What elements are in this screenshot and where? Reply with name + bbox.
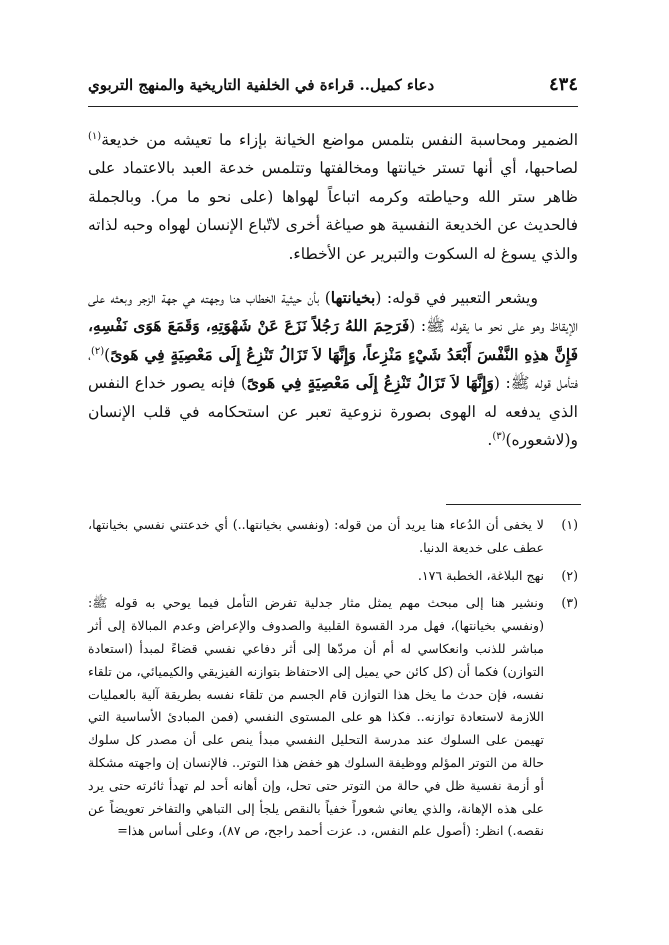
hadith-quote: وَإِنَّهَا لاَ تَزَالُ تَنْزِعُ إِلَى مَعْصِيَةٍ فِي هَوىً bbox=[246, 373, 494, 393]
footnote-number: (٣) bbox=[561, 595, 578, 611]
hadith-quote: فَرَحِمَ اللهُ رَجُلاً نَزَعَ عَنْ شَهْوَتِهِ، وَقَمَعَ هَوَى نَفْسِهِ، فَإِنَّ هذِهِ النَّفْسَ أَبْعَدُ شَيْءٍ مَنْزِعاً، وَإِنَّهَا لاَ تَزَالُ تَنْزِعُ إِلَى مَعْصِيَةٍ فِي هَوىً bbox=[88, 316, 578, 364]
text-run: ، فتأمل قوله ﷺ: ( bbox=[88, 345, 579, 393]
running-title: دعاء كميل.. قراءة في الخلفية التاريخية والمنهج التربوي bbox=[88, 76, 435, 94]
main-text bbox=[88, 126, 578, 454]
footnote-text: نهج البلاغة، الخطبة ١٧٦. bbox=[417, 567, 544, 583]
text-run: الضمير ومحاسبة النفس بتلمس مواضع الخيانة بإزاء ما تعيشه من خديعة bbox=[101, 131, 578, 149]
text-run: ) فإنه يصور خداع النفس الذي يدفعه له الهوى بصورة نزوعية تعبر عن استحكامه في قلب الإنسان و(لاشعوره) bbox=[88, 374, 578, 450]
footnote-ref-3[interactable]: (٣) bbox=[492, 430, 506, 442]
quoted-word: بخيانتها bbox=[330, 288, 376, 308]
footnote bbox=[88, 565, 578, 588]
footnote-number: (٢) bbox=[561, 567, 578, 583]
text-run: . bbox=[487, 431, 493, 450]
footnote-ref-2[interactable]: (٢) bbox=[90, 345, 105, 357]
footnote-number: (١) bbox=[561, 517, 578, 532]
text-run: ويشعر التعبير في قوله: ( bbox=[375, 289, 538, 308]
footnote-text: ونشير هنا إلى مبحث مهم يمثل مثار جدلية تفرض التأمل فيما يوحي به قوله ﷺ: (ونفسي بخيانتها)، فهل مرد القسوة القلبية والصدوف والإعراض وعدم المبالاة إلى أثر مباشر للذنب وانعكاسي له أم أن مردّها إلى أثر دفاعي نفسي قضاءً لمبدأ (استعادة التوازن) فكما أن (كل كائن حي يميل إلى الاحتفاظ بتوازنه الفيزيقي والكيميائي، من تلقاء نفسه، فإن حدث ما يخل هذا التوازن قام الجسم من تلقاء نفسه بطريقة آلية بالعمليات اللازمة لاستعادة توازنه.. فكذا هو على المستوى النفسي (فمن المبادئ الأساسية التي تهيمن على السلوك عند مدرسة التحليل النفسي مبدأ ينص على أن مصدر كل سلوك حالة من التوتر المؤلم ووظيفة السلوك هو خفض هذا التوتر.. فالإنسان إن واجهته مشكلة أو أزمة نفسية ظل في حالة من التوتر حتى تحل، وإن أهانه أحد لم تهدأ ثائرته حتى يرد على هذه الإهانة، والذي يعاني شعوراً خفياً بالنقص يلجأ إلى التباهي والتفاخر تعويضاً عن نقصه.) انظر: (أصول علم النفس، د. عزت أحمد راجح، ص ٨٧)، وعلى أساس هذا= bbox=[88, 595, 544, 839]
page-number: ٤٣٤ bbox=[548, 74, 578, 95]
text-run: ) بأن حيثية الخطاب هنا وجهته هي جهة الزجر وبعثه على الإيقاظ وهو على نحو ما يقوله ﷺ: ( bbox=[88, 289, 578, 336]
text-run: لصاحبها، أي أنها تستر خيانتها ومخالفتها وتتلمس خدعة العبد بالاعتماد على ظاهر ستر الله وحياطته وكرمه اتباعاً لهواها (على نحو ما مر). وبالجملة فالحديث عن الخديعة النفسية هو صياغة أخرى لاتّباع الإنسان لهواه وحبه لذاته والذي يسوغ له السكوت والتبرير عن الأخطاء. bbox=[88, 159, 578, 263]
footnote-text: لا يخفى أن الدُعاء هنا يريد أن من قوله: (ونفسي بخيانتها..) أي خدعتني نفسي بخيانتها، عطف على خديعة الدنيا. bbox=[88, 517, 544, 555]
footnotes bbox=[88, 514, 578, 848]
page-header bbox=[88, 66, 578, 107]
footnote bbox=[88, 592, 578, 843]
paragraph-1 bbox=[88, 126, 578, 268]
paragraph-2 bbox=[88, 284, 578, 454]
footnote-divider bbox=[446, 504, 581, 505]
text-run: ) bbox=[104, 345, 111, 364]
footnote bbox=[88, 514, 578, 560]
footnote-ref-1[interactable]: (١) bbox=[88, 130, 102, 142]
